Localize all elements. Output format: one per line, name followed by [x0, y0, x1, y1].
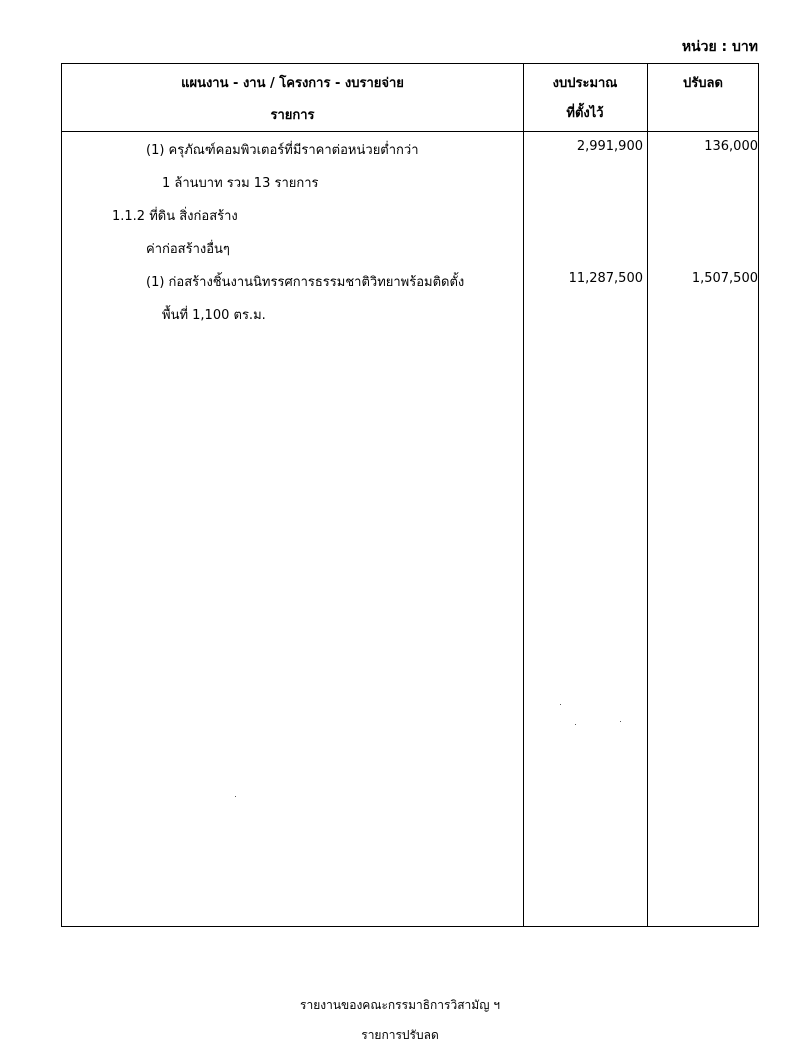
row-cut-value: 1,507,500: [691, 271, 758, 286]
footer-report-subtitle: รายการปรับลด: [361, 1028, 439, 1042]
footer-report-title: รายงานของคณะกรรมาธิการวิสามัญ ฯ: [300, 998, 500, 1012]
header-items-title: รายการ: [270, 108, 315, 123]
row-budget-value: 11,287,500: [568, 271, 643, 286]
scan-speck: [620, 721, 621, 722]
row-item-text: (1) ก่อสร้างชิ้นงานนิทรรศการธรรมชาติวิทยาพร้อมติดตั้ง: [146, 275, 465, 290]
row-item-text: ค่าก่อสร้างอื่นๆ: [146, 242, 230, 257]
row-item-text: 1 ล้านบาท รวม 13 รายการ: [162, 176, 319, 191]
row-item-text: พื้นที่ 1,100 ตร.ม.: [162, 308, 266, 323]
header-budget-subtitle: ที่ตั้งไว้: [566, 106, 604, 121]
scan-speck: [235, 796, 236, 797]
scan-speck: [560, 704, 561, 705]
header-cut-title: ปรับลด: [683, 76, 723, 91]
header-plan-title: แผนงาน - งาน / โครงการ - งบรายจ่าย: [181, 76, 404, 91]
column-divider: [647, 64, 648, 926]
row-item-text: 1.1.2 ที่ดิน สิ่งก่อสร้าง: [112, 209, 238, 224]
row-budget-value: 2,991,900: [576, 139, 643, 154]
column-divider: [523, 64, 524, 926]
header-budget-title: งบประมาณ: [552, 76, 618, 91]
row-item-text: (1) ครุภัณฑ์คอมพิวเตอร์ที่มีราคาต่อหน่วยต่ำกว่า: [146, 143, 419, 158]
row-cut-value: 136,000: [704, 139, 758, 154]
unit-label: หน่วย : บาท: [681, 39, 758, 55]
header-divider: [62, 131, 758, 132]
budget-table: [61, 63, 759, 927]
scan-speck: [575, 724, 576, 725]
